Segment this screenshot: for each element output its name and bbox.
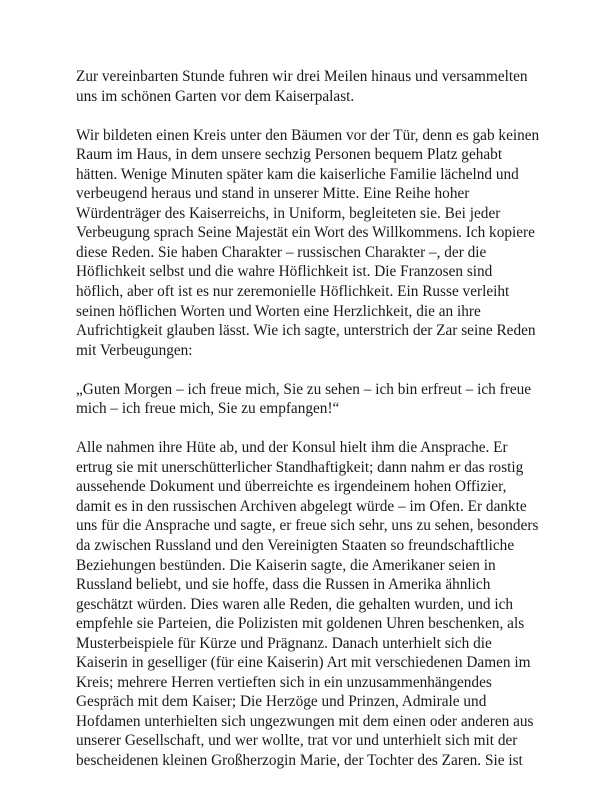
text-line: Wir bildeten einen Kreis unter den Bäumen vor der Tür, denn es gab keinen bbox=[76, 126, 540, 144]
text-line: aussehende Dokument und überreichte es irgendeinem hohen Offizier, bbox=[76, 478, 507, 496]
text-line: ertrug sie mit unerschütterlicher Standhaftigkeit; dann nahm er das rostig bbox=[76, 458, 524, 476]
text-line: Kreis; mehrere Herren vertieften sich in ein unzusammenhängendes bbox=[76, 673, 492, 691]
text-line: seinen höflichen Worten und Worten eine Herzlichkeit, die an ihre bbox=[76, 302, 481, 320]
text-line: Hofdamen unterhielten sich ungezwungen mit dem einen oder anderen aus bbox=[76, 712, 534, 730]
text-line: Musterbeispiele für Kürze und Prägnanz. Danach unterhielt sich die bbox=[76, 634, 492, 652]
text-line: empfehle sie Parteien, die Polizisten mit goldenen Uhren beschenken, als bbox=[76, 615, 525, 633]
text-line: Alle nahmen ihre Hüte ab, und der Konsul hielt ihm die Ansprache. Er bbox=[76, 439, 508, 457]
text-line: verbeugend heraus und stand in unserer Mitte. Eine Reihe hoher bbox=[76, 185, 470, 203]
paragraph-quote bbox=[76, 380, 532, 419]
text-line: Zur vereinbarten Stunde fuhren wir drei Meilen hinaus und versammelten bbox=[76, 68, 528, 85]
text-line: Kaiserin in geselliger (für eine Kaiserin) Art mit verschiedenen Damen im bbox=[76, 654, 531, 672]
text-line: mit Verbeugungen: bbox=[76, 341, 193, 359]
text-line: Aufrichtigkeit glauben lässt. Wie ich sagte, unterstrich der Zar seine Reden bbox=[76, 322, 536, 340]
text-line: da zwischen Russland und den Vereinigten Staaten so freundschaftliche bbox=[76, 536, 515, 554]
text-line: uns für die Ansprache und sagte, er freue sich sehr, uns zu sehen, besonders bbox=[76, 517, 539, 535]
paragraph-arrival bbox=[76, 67, 532, 106]
text-line: „Guten Morgen – ich freue mich, Sie zu sehen – ich bin erfreut – ich freue bbox=[76, 380, 532, 398]
paragraph-address bbox=[76, 438, 539, 770]
text-line: Raum im Haus, in dem unsere sechzig Personen bequem Platz gehabt bbox=[76, 146, 503, 164]
text-line: geschätzt würden. Dies waren alle Reden, die gehalten wurden, und ich bbox=[76, 595, 514, 613]
text-line: uns im schönen Garten vor dem Kaiserpalast. bbox=[76, 87, 355, 105]
paragraph-circle bbox=[76, 126, 540, 361]
text-line: Verbeugung sprach Seine Majestät ein Wort des Willkommens. Ich kopiere bbox=[76, 224, 535, 242]
text-line: unserer Gesellschaft, und wer wollte, trat vor und unterhielt sich mit der bbox=[76, 732, 518, 750]
text-line: Höflichkeit selbst und die wahre Höflichkeit ist. Die Franzosen sind bbox=[76, 263, 493, 281]
text-line: diese Reden. Sie haben Charakter – russischen Charakter –, der die bbox=[76, 243, 487, 261]
text-line: hätten. Wenige Minuten später kam die kaiserliche Familie lächelnd und bbox=[76, 165, 519, 183]
text-line: höflich, aber oft ist es nur zeremonielle Höflichkeit. Ein Russe verleiht bbox=[76, 282, 510, 300]
text-line: damit es in den russischen Archiven abgelegt würde – im Ofen. Er dankte bbox=[76, 497, 527, 515]
text-line: Gespräch mit dem Kaiser; Die Herzöge und Prinzen, Admirale und bbox=[76, 693, 487, 711]
text-line: Beziehungen bestünden. Die Kaiserin sagte, die Amerikaner seien in bbox=[76, 556, 496, 574]
text-line: bescheidenen kleinen Großherzogin Marie, der Tochter des Zaren. Sie ist bbox=[76, 752, 523, 769]
text-line: mich – ich freue mich, Sie zu empfangen!“ bbox=[76, 400, 340, 418]
text-line: Russland beliebt, und sie hoffe, dass die Russen in Amerika ähnlich bbox=[76, 576, 491, 594]
text-line: Würdenträger des Kaiserreichs, in Uniform, begleiteten sie. Bei jeder bbox=[76, 204, 501, 222]
document-page bbox=[76, 67, 540, 790]
